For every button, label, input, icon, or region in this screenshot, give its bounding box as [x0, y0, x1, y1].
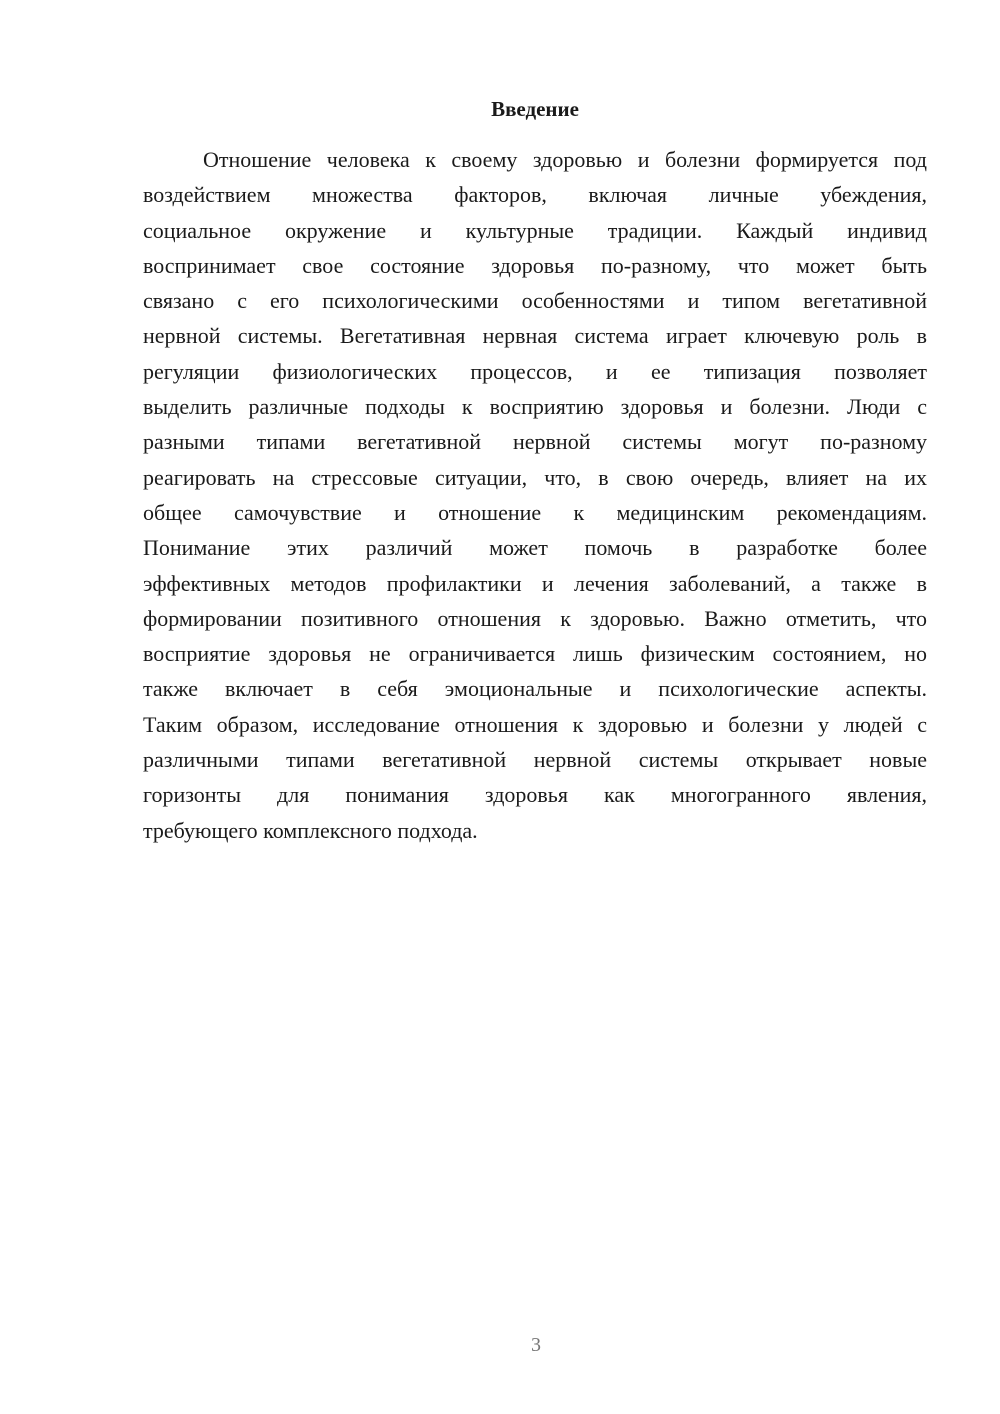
- paragraph-line: воспринимает свое состояние здоровья по-разному, что может быть: [143, 252, 927, 278]
- paragraph-line: формировании позитивного отношения к здоровью. Важно отметить, что: [143, 605, 927, 631]
- paragraph-line: реагировать на стрессовые ситуации, что, в свою очередь, влияет на их: [143, 464, 927, 490]
- paragraph-line: Отношение человека к своему здоровью и болезни формируется под: [203, 147, 927, 172]
- paragraph-line: регуляции физиологических процессов, и ее типизация позволяет: [143, 358, 927, 384]
- paragraph-line: социальное окружение и культурные традиции. Каждый индивид: [143, 217, 927, 243]
- paragraph-line: восприятие здоровья не ограничивается лишь физическим состоянием, но: [143, 641, 927, 667]
- paragraph-line: различными типами вегетативной нервной системы открывает новые: [143, 747, 927, 773]
- paragraph-line: разными типами вегетативной нервной системы могут по-разному: [143, 429, 927, 455]
- paragraph-line: воздействием множества факторов, включая личные убеждения,: [143, 182, 927, 208]
- paragraph-line: нервной системы. Вегетативная нервная система играет ключевую роль в: [143, 323, 927, 349]
- paragraph-line: выделить различные подходы к восприятию здоровья и болезни. Люди с: [143, 394, 927, 420]
- paragraph-line: эффективных методов профилактики и лечения заболеваний, а также в: [143, 570, 927, 596]
- paragraph-line: Понимание этих различий может помочь в разработке более: [143, 535, 927, 561]
- paragraph-line: общее самочувствие и отношение к медицинским рекомендациям.: [143, 499, 927, 525]
- paragraph-line: Таким образом, исследование отношения к здоровью и болезни у людей с: [143, 711, 927, 737]
- page-number: 3: [531, 1334, 541, 1356]
- body-paragraph: [143, 142, 927, 848]
- paragraph-line: требующего комплексного подхода.: [143, 817, 478, 843]
- paragraph-line: связано с его психологическими особенностями и типом вегетативной: [143, 288, 927, 314]
- section-heading: Введение: [491, 97, 579, 121]
- paragraph-line: также включает в себя эмоциональные и психологические аспекты.: [143, 676, 927, 702]
- paragraph-line: горизонты для понимания здоровья как многогранного явления,: [143, 782, 927, 808]
